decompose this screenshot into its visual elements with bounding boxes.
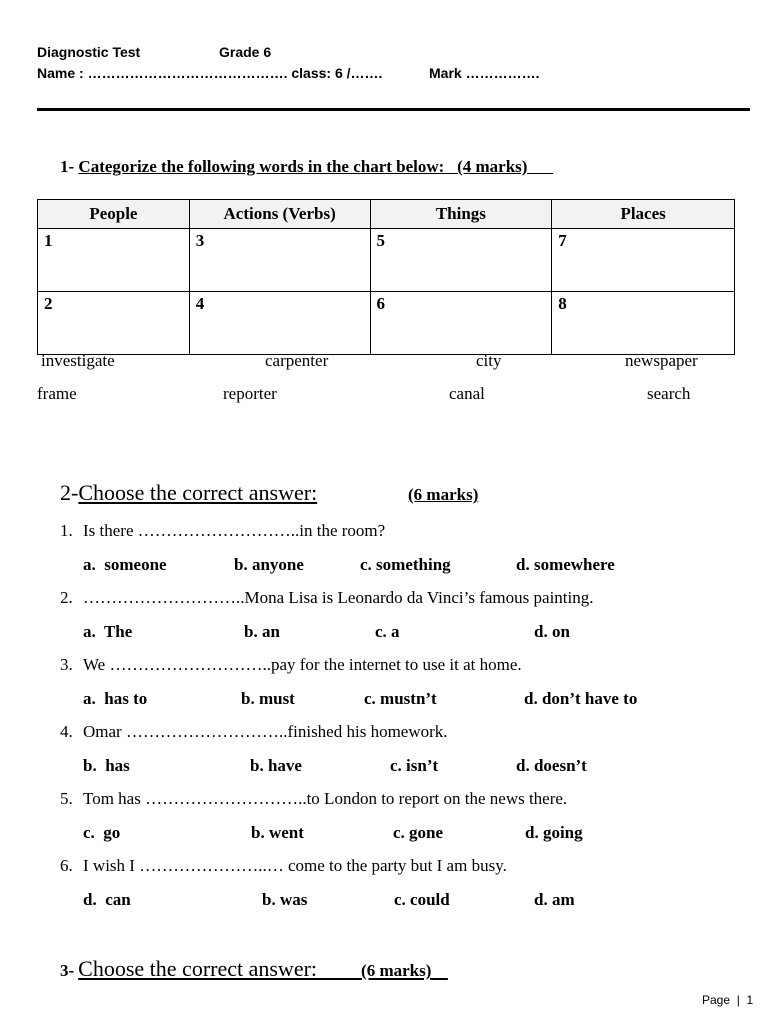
question-text: Is there ………………………..in the room?: [83, 521, 386, 540]
question-text: ………………………..Mona Lisa is Leonardo da Vinci’s famous painting.: [83, 588, 594, 607]
chart-cell[interactable]: 4: [189, 292, 370, 355]
answer-option[interactable]: c. go: [83, 823, 121, 842]
chart-cell[interactable]: 8: [552, 292, 735, 355]
question-text: I wish I …………………..… come to the party but I am busy.: [83, 856, 507, 875]
question-text: Omar ………………………..finished his homework.: [83, 722, 448, 741]
categorize-chart: [37, 199, 735, 355]
answer-option[interactable]: d. going: [525, 823, 583, 842]
answer-option[interactable]: d. somewhere: [516, 555, 615, 574]
word-bank-item: carpenter: [265, 351, 329, 370]
chart-cell[interactable]: 1: [38, 229, 190, 292]
section3-title: Choose the correct answer: (6 marks): [78, 956, 432, 981]
question-text: We ………………………..pay for the internet to use it at home.: [83, 655, 522, 674]
chart-cell[interactable]: 5: [370, 229, 552, 292]
section2-title: Choose the correct answer:: [78, 480, 318, 505]
answer-option[interactable]: d. doesn’t: [516, 756, 587, 775]
answer-option[interactable]: d. can: [83, 890, 131, 909]
word-bank-item: investigate: [41, 351, 115, 370]
word-bank-item: search: [647, 384, 691, 403]
answer-option[interactable]: b. must: [241, 689, 295, 708]
section1-number: 1-: [60, 157, 75, 176]
word-bank-item: frame: [37, 384, 77, 403]
answer-option[interactable]: c. isn’t: [390, 756, 439, 775]
word-bank-item: reporter: [223, 384, 277, 403]
question-number: 3.: [60, 655, 73, 674]
answer-option[interactable]: d. on: [534, 622, 570, 641]
chart-cell[interactable]: 3: [189, 229, 370, 292]
header-rule: [37, 108, 750, 111]
section3-heading: [60, 956, 448, 982]
chart-cell[interactable]: 2: [38, 292, 190, 355]
answer-option[interactable]: b. anyone: [234, 555, 304, 574]
section1-marks: (4 marks): [457, 157, 528, 176]
question-number: 1.: [60, 521, 73, 540]
section2-heading: [60, 480, 317, 506]
section3-number: 3-: [60, 961, 75, 980]
section2-number: 2-: [60, 480, 79, 505]
answer-option[interactable]: d. don’t have to: [524, 689, 638, 708]
chart-row: [38, 229, 735, 292]
chart-header-actions: Actions (Verbs): [189, 200, 370, 229]
answer-option[interactable]: b. an: [244, 622, 280, 641]
word-bank-item: newspaper: [625, 351, 698, 370]
page-footer: Page | 1: [702, 993, 754, 1007]
chart-cell[interactable]: 6: [370, 292, 552, 355]
answer-option[interactable]: d. am: [534, 890, 575, 909]
question-number: 6.: [60, 856, 73, 875]
chart-row: [38, 292, 735, 355]
mark-line: Mark …………….: [429, 65, 540, 81]
test-title: Diagnostic Test: [37, 44, 141, 60]
section2-marks: (6 marks): [408, 485, 479, 504]
answer-option[interactable]: a. has to: [83, 689, 148, 708]
word-bank-item: city: [476, 351, 502, 370]
answer-option[interactable]: c. mustn’t: [364, 689, 437, 708]
question-number: 4.: [60, 722, 73, 741]
word-bank-item: canal: [449, 384, 485, 403]
page-label: Page: [702, 993, 731, 1007]
answer-option[interactable]: a. The: [83, 622, 133, 641]
question-number: 2.: [60, 588, 73, 607]
chart-cell[interactable]: 7: [552, 229, 735, 292]
page-number: 1: [746, 993, 754, 1007]
answer-option[interactable]: c. something: [360, 555, 451, 574]
answer-option[interactable]: b. has: [83, 756, 130, 775]
chart-header-people: People: [38, 200, 190, 229]
chart-header-things: Things: [370, 200, 552, 229]
section1-instruction: Categorize the following words in the chart below: (4 marks): [78, 157, 528, 176]
question-number: 5.: [60, 789, 73, 808]
chart-header-row: [38, 200, 735, 229]
section3-marks: (6 marks): [361, 961, 432, 980]
answer-option[interactable]: a. someone: [83, 555, 167, 574]
answer-option[interactable]: b. was: [262, 890, 308, 909]
chart-header-places: Places: [552, 200, 735, 229]
answer-option[interactable]: b. have: [250, 756, 302, 775]
question-text: Tom has ………………………..to London to report on the news there.: [83, 789, 568, 808]
section1-heading: [60, 157, 553, 177]
answer-option[interactable]: c. a: [375, 622, 400, 641]
answer-option[interactable]: c. could: [394, 890, 450, 909]
name-class-line: Name : ……………………………………. class: 6 /…….: [37, 65, 383, 81]
answer-option[interactable]: b. went: [251, 823, 304, 842]
grade-label: Grade 6: [219, 44, 272, 60]
answer-option[interactable]: c. gone: [393, 823, 444, 842]
